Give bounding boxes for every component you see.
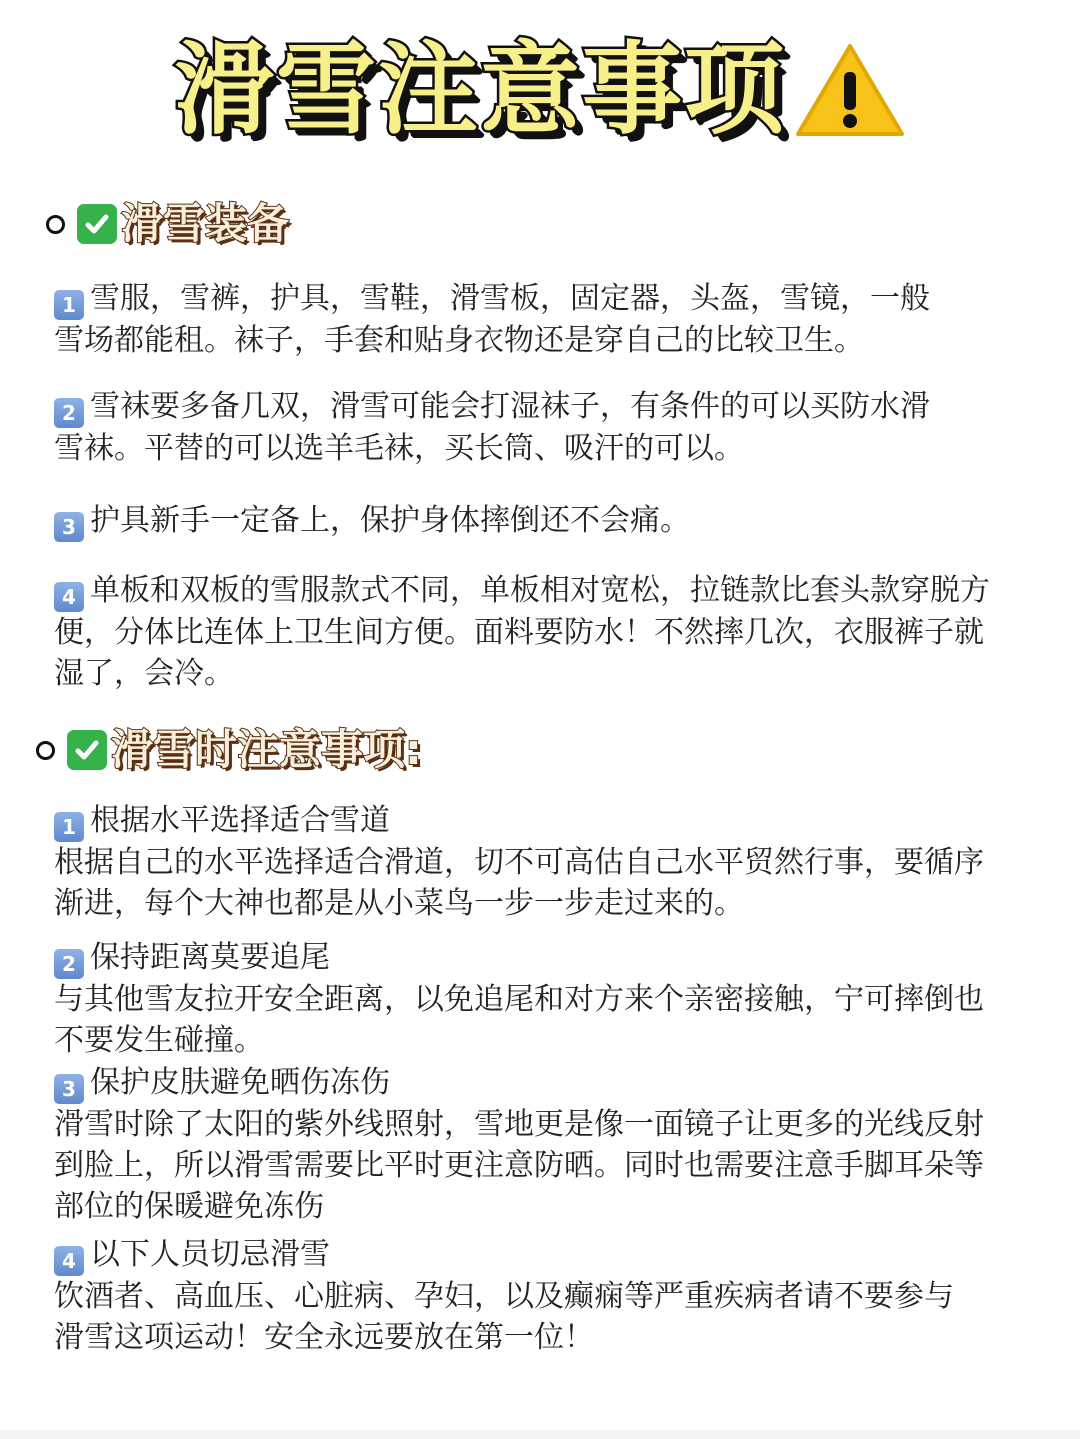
item-line: 渐进，每个大神也都是从小菜鸟一步一步走过来的。 (54, 886, 744, 921)
number-badge: 3 (54, 512, 84, 542)
list-item (54, 1234, 1044, 1358)
check-mark-icon (77, 204, 117, 244)
page-title: 滑雪注意事项 (174, 31, 786, 148)
bullet-ring-icon (36, 741, 55, 760)
item-line: 饮酒者、高血压、心脏病、孕妇，以及癫痫等严重疾病者请不要参与 (54, 1279, 954, 1314)
bottom-divider (0, 1430, 1080, 1439)
item-line: 与其他雪友拉开安全距离，以免追尾和对方来个亲密接触，宁可摔倒也 (54, 982, 984, 1017)
item-title: 4 以下人员切忌滑雪 (54, 1234, 1044, 1276)
number-badge: 2 (54, 398, 84, 428)
item-line: 部位的保暖避免冻伤 (54, 1189, 324, 1224)
list-item (54, 386, 1044, 469)
number-badge: 4 (54, 582, 84, 612)
number-badge: 4 (54, 1246, 84, 1276)
item-line: 3 护具新手一定备上，保护身体摔倒还不会痛。 (54, 500, 1044, 542)
item-line: 滑雪时除了太阳的紫外线照射，雪地更是像一面镜子让更多的光线反射 (54, 1107, 984, 1142)
item-line: 便，分体比连体上卫生间方便。面料要防水！不然摔几次，衣服裤子就 (54, 615, 984, 650)
list-item (54, 570, 1044, 694)
item-line: 湿了，会冷。 (54, 656, 234, 691)
list-item (54, 800, 1044, 924)
title-block (0, 30, 1080, 150)
bullet-ring-icon (46, 215, 65, 234)
section-title: 滑雪时注意事项: (111, 725, 422, 774)
item-line: 不要发生碰撞。 (54, 1023, 264, 1058)
item-line: 到脸上，所以滑雪需要比平时更注意防晒。同时也需要注意手脚耳朵等 (54, 1148, 984, 1183)
number-badge: 2 (54, 949, 84, 979)
section-heading-equipment (46, 200, 289, 248)
section-heading-precautions (36, 726, 422, 774)
item-line: 根据自己的水平选择适合滑道，切不可高估自己水平贸然行事，要循序 (54, 845, 984, 880)
number-badge: 1 (54, 290, 84, 320)
warning-icon (794, 40, 906, 140)
list-item (54, 500, 1044, 542)
item-line: 雪场都能租。袜子，手套和贴身衣物还是穿自己的比较卫生。 (54, 323, 864, 358)
item-line: 1 雪服，雪裤，护具，雪鞋，滑雪板，固定器，头盔，雪镜，一般 (54, 278, 1044, 320)
list-item (54, 278, 1044, 361)
item-line: 滑雪这项运动！安全永远要放在第一位！ (54, 1320, 594, 1355)
section-title: 滑雪装备 (121, 199, 290, 248)
item-line: 雪袜。平替的可以选羊毛袜，买长筒、吸汗的可以。 (54, 431, 744, 466)
item-title: 1 根据水平选择适合雪道 (54, 800, 1044, 842)
item-line: 2 雪袜要多备几双，滑雪可能会打湿袜子，有条件的可以买防水滑 (54, 386, 1044, 428)
number-badge: 1 (54, 812, 84, 842)
item-title: 3 保护皮肤避免晒伤冻伤 (54, 1062, 1044, 1104)
check-mark-icon (67, 730, 107, 770)
item-line: 4 单板和双板的雪服款式不同，单板相对宽松，拉链款比套头款穿脱方 (54, 570, 1044, 612)
list-item (54, 1062, 1044, 1227)
item-title: 2 保持距离莫要追尾 (54, 937, 1044, 979)
number-badge: 3 (54, 1074, 84, 1104)
list-item (54, 937, 1044, 1061)
